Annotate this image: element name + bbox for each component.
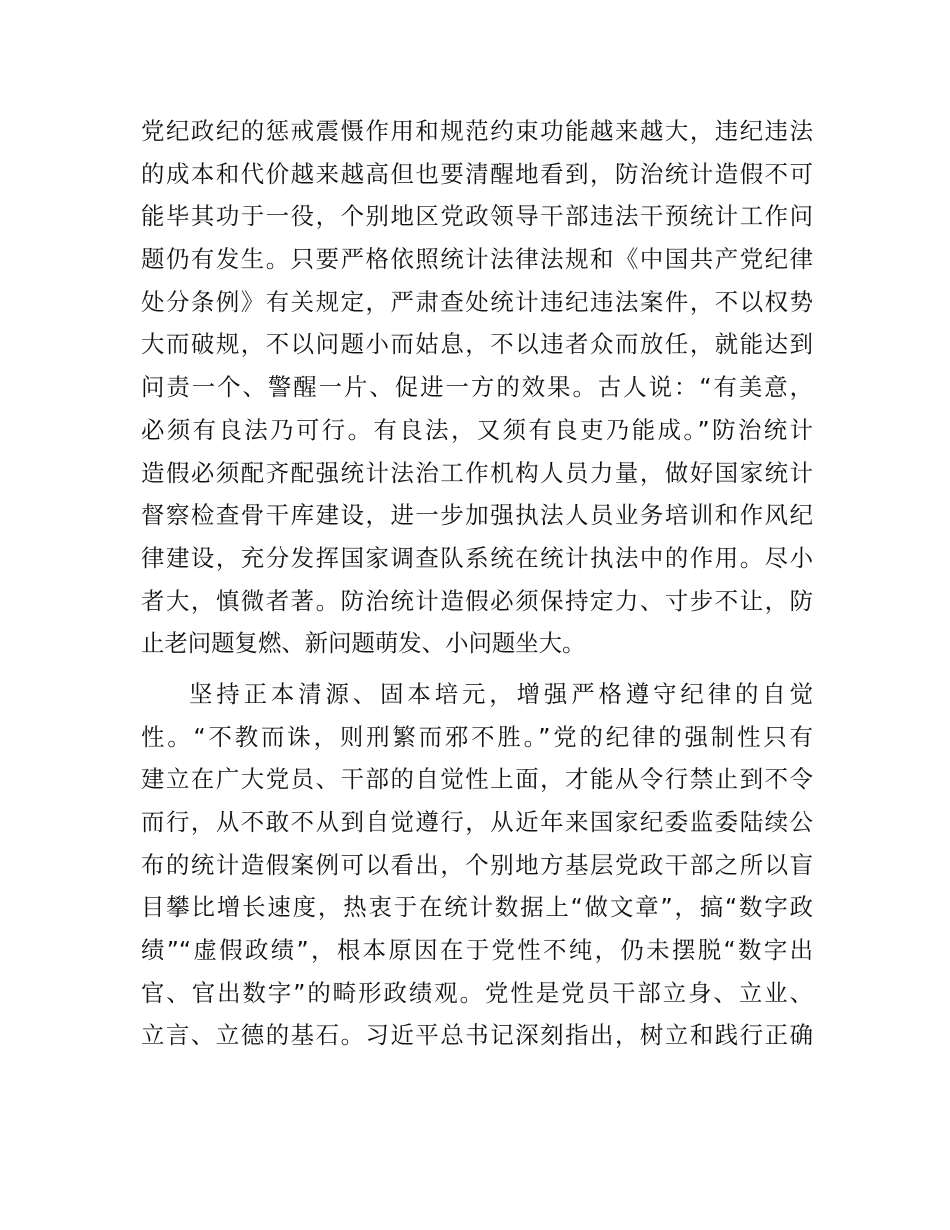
text-line: 建立在广大党员、干部的自觉性上面，才能从令行禁止到不令 xyxy=(141,765,813,794)
document-body xyxy=(141,110,813,1057)
text-line: 性。“不教而诛，则刑繁而邪不胜。”党的纪律的强制性只有 xyxy=(141,722,813,751)
text-line: 的成本和代价越来越高但也要清醒地看到，防治统计造假不可 xyxy=(141,159,813,188)
text-line: 止老问题复燃、新问题萌发、小问题坐大。 xyxy=(141,629,586,658)
text-line: 处分条例》有关规定，严肃查处统计违纪违法案件，不以权势 xyxy=(141,287,813,316)
text-line: 绩”“虚假政绩”，根本原因在于党性不纯，仍未摆脱“数字出 xyxy=(141,936,813,965)
text-line: 题仍有发生。只要严格依照统计法律法规和《中国共产党纪律 xyxy=(141,245,813,274)
paragraph-1 xyxy=(141,110,813,665)
text-line: 而行，从不敢不从到自觉遵行，从近年来国家纪委监委陆续公 xyxy=(141,808,813,836)
text-line: 律建设，充分发挥国家调查队系统在统计执法中的作用。尽小 xyxy=(141,543,813,572)
text-line: 必须有良法乃可行。有良法，又须有良吏乃能成。”防治统计 xyxy=(141,415,813,444)
text-line: 目攀比增长速度，热衷于在统计数据上“做文章”，搞“数字政 xyxy=(141,893,813,922)
text-line: 立言、立德的基石。习近平总书记深刻指出，树立和践行正确 xyxy=(141,1021,813,1050)
text-line: 能毕其功于一役，个别地区党政领导干部违法干预统计工作问 xyxy=(141,202,813,231)
text-line: 官、官出数字”的畸形政绩观。党性是党员干部立身、立业、 xyxy=(141,978,813,1007)
text-line: 问责一个、警醒一片、促进一方的效果。古人说：“有美意， xyxy=(141,373,813,402)
text-line: 造假必须配齐配强统计法治工作机构人员力量，做好国家统计 xyxy=(141,458,813,487)
paragraph-2 xyxy=(141,673,813,1057)
text-line: 者大，慎微者著。防治统计造假必须保持定力、寸步不让，防 xyxy=(141,586,813,615)
text-line: 大而破规，不以问题小而姑息，不以违者众而放任，就能达到 xyxy=(141,330,813,359)
paragraph-spacer xyxy=(141,665,813,673)
text-line: 布的统计造假案例可以看出，个别地方基层党政干部之所以盲 xyxy=(141,850,813,879)
text-line: 坚持正本清源、固本培元，增强严格遵守纪律的自觉 xyxy=(189,679,813,708)
text-line: 督察检查骨干库建设，进一步加强执法人员业务培训和作风纪 xyxy=(141,501,813,530)
text-line: 党纪政纪的惩戒震慑作用和规范约束功能越来越大，违纪违法 xyxy=(141,117,813,145)
